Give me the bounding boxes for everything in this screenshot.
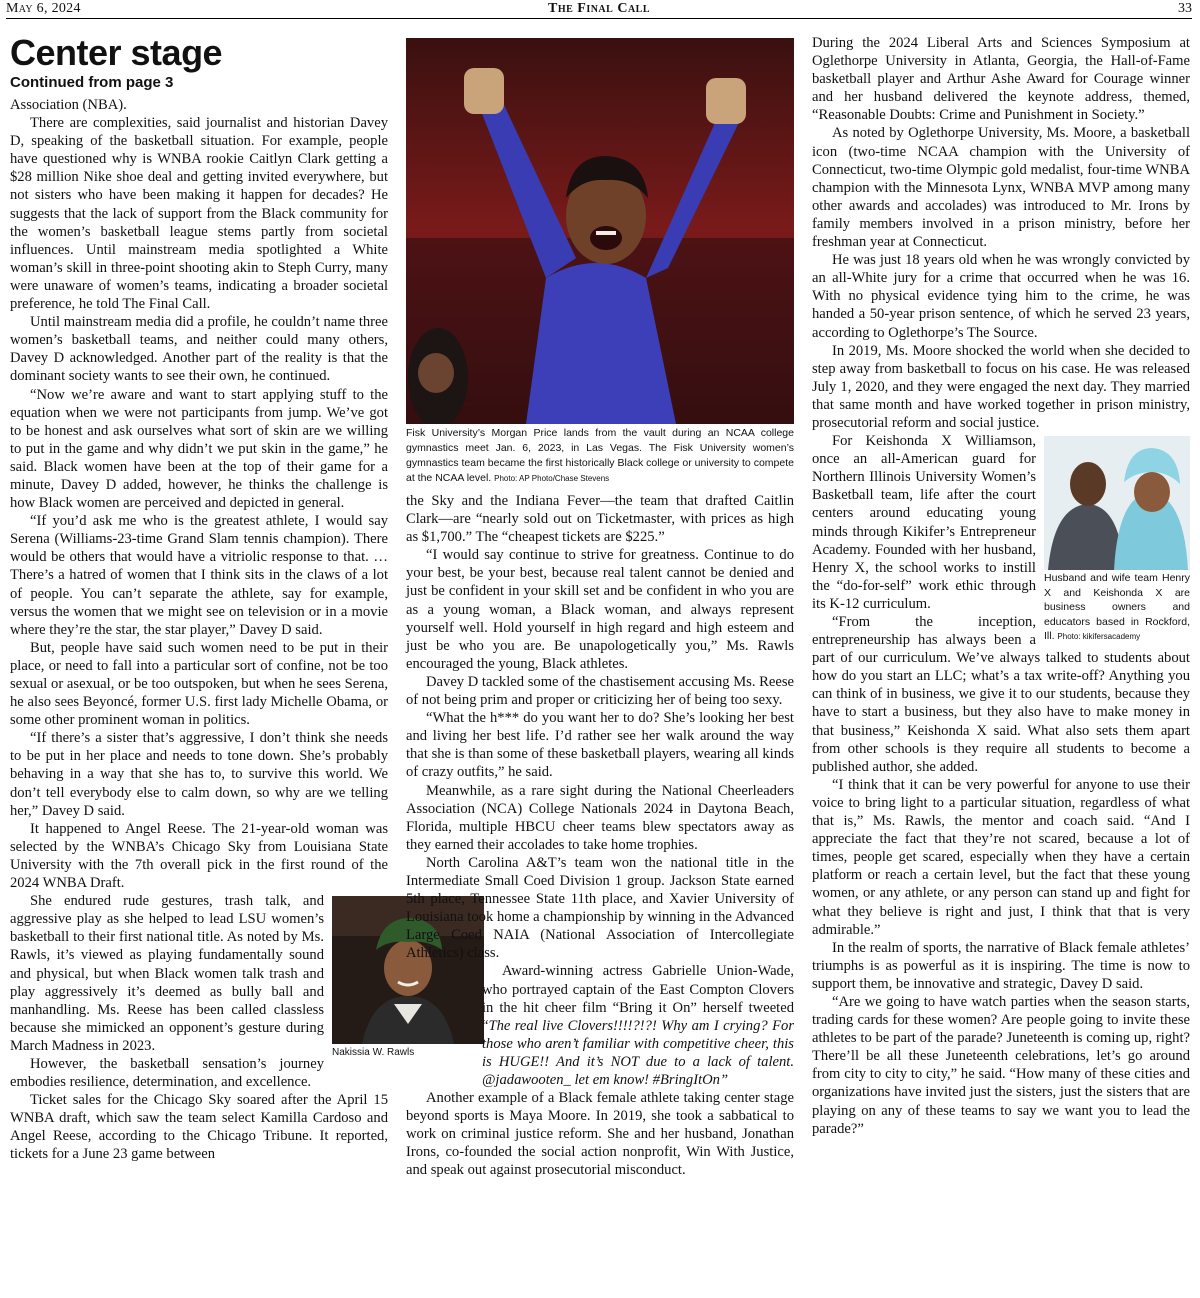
- paragraph: [406, 962, 794, 1089]
- paragraph: During the 2024 Liberal Arts and Sciences Symposium at Oglethorpe University in Atlanta, Georgia, the Hall-of-Fame basketball player and Arthur Ashe Award for Courage winner and her husband delivered the keynote address, themed, “Reasonable Doubts: Crime and Punishment in Society.”: [812, 35, 1190, 124]
- gymnast-caption-text: Fisk University’s Morgan Price lands from the vault during an NCAA college gymnastics meet Jan. 6, 2023, in Las Vegas. The Fisk University women’s gymnastics team became the first historically Black college or university to compete at the NCAA level.: [406, 427, 794, 484]
- paragraph: the Sky and the Indiana Fever—the team that drafted Caitlin Clark—are “nearly sold out on Ticketmaster, with prices as high as $1,700.” The “cheapest tickets are $225.”: [406, 493, 794, 546]
- article-column-2: [406, 38, 794, 1180]
- paragraph: He was just 18 years old when he was wrongly convicted by an all-White jury for a crime that occurred when he was 16. With no physical evidence tying him to the crime, he was handed a 50-year prison sentence, of which he served 23 years, according to Oglethorpe’s The Source.: [812, 252, 1190, 341]
- gymnast-photo: [406, 38, 794, 424]
- paragraph: Davey D tackled some of the chastisement accusing Ms. Reese of not being prim and proper or criticizing her of being too sexy.: [406, 673, 794, 709]
- continued-note: Continued from page 3: [10, 74, 174, 91]
- couple-caption-text: Husband and wife team Henry X and Keishonda X are business owners and educators based in Rockford, Ill.: [1044, 572, 1190, 643]
- publication-name: The Final Call: [547, 1, 650, 16]
- paragraph: But, people have said such women need to be put in their place, or need to fall into a particular sort of confine, not be too sexual or asexual, or be too outspoken, but when he sees Serena, he also sees Beyoncé, former U.S. first lady Michelle Obama, or some other prominent woman in politics.: [10, 639, 388, 729]
- couple-photo: [1044, 436, 1190, 570]
- article-column-1: [10, 32, 415, 1164]
- paragraph: As noted by Oglethorpe University, Ms. Moore, a basketball icon (two-time NCAA champion with the University of Connecticut, two-time Olympic gold medalist, four-time WNBA champion with the Minnesota Lynx, WNBA MVP among many other awards and accolades) was introduced to Mr. Irons by family members involved in a prison ministry, before her freshman year at Connecticut.: [812, 125, 1190, 251]
- rawls-caption: Nakissia W. Rawls: [332, 1047, 415, 1059]
- quoted-tweet: The real live Clovers!!!!?!?! Why am I crying? For those who aren’t familiar with competitive cheer, this is HUGE!! And it’s NOT due to a lack of talent. @jadawooten_ let em know! #BringItOn”: [482, 1017, 794, 1088]
- gymnast-photo-block: [406, 38, 794, 486]
- couple-photo-credit: Photo: kikifersacademy: [1057, 632, 1141, 642]
- paragraph: It happened to Angel Reese. The 21-year-old woman was selected by the WNBA’s Chicago Sky from Louisiana State University with the 7th overall pick in the first round of the 2024 WNBA Draft.: [10, 820, 388, 892]
- couple-caption: [1044, 571, 1190, 645]
- paragraph: Ticket sales for the Chicago Sky soared after the April 15 WNBA draft, which saw the team select Kamilla Cardoso and Angel Reese, according to the Chicago Tribune. It reported, tickets for a June 23 game between: [10, 1092, 388, 1163]
- article-column-3: [812, 34, 1190, 1138]
- gymnast-photo-credit: Photo: AP Photo/Chase Stevens: [494, 474, 610, 483]
- paragraph: “Now we’re aware and want to start applying stuff to the equation when we were not participants from jump. We’ve got to be honest and ask ourselves what sort of skin are we willing to put in the game and why didn’t we put skin in the game,” he said. Black women have been at the top of their game for a minute, Davey D added, however, he thinks the challenge is how Black women are perceived and depicted in general.: [10, 386, 388, 512]
- paragraph: “If there’s a sister that’s aggressive, I don’t think she needs to be put in her place and needs to tone down. She’s probably behaving in a way that she has to, to survive this world. We don’t tell everybody else to calm down, so why are we telling her,” Davey D said.: [10, 730, 388, 819]
- paragraph: Association (NBA).: [10, 97, 127, 113]
- paragraph: “I would say continue to strive for greatness. Continue to do your best, be your best, because real talent cannot be denied and just be confident in your skill set and be confident in who you are as a young woman, a Black woman, and always represent yourself well. Hold yourself in high regard and high esteem and just be who you are. Be unapologetically you,” Ms. Rawls encouraged the young, Black athletes.: [406, 547, 794, 672]
- paragraph: For Keishonda X Williamson, once an all-American guard for Northern Illinois University Women’s Basketball team, life after the court centers around educating young minds through Kikifer’s Entrepreneur Academy. Founded with her husband, Henry X, the school works to instill the “do-for-self” work ethic through its K-12 curriculum.: [812, 433, 1036, 612]
- paragraph: “What the h*** do you want her to do? She’s looking her best and living her best life. I’d rather see her walk around the way that she is than some of these basketball players, wearing all kinds of crazy outfits,” he said.: [406, 710, 794, 781]
- paragraph: In the realm of sports, the narrative of Black female athletes’ triumphs is as powerful as it is inspiring. The time is now to support them, be innovative and strategic, Davey D said.: [812, 939, 1190, 992]
- couple-photo-block: [1044, 436, 1190, 645]
- issue-date: May 6, 2024: [6, 1, 81, 16]
- paragraph: “I think that it can be very powerful for anyone to use their voice to bring light to a particular situation, regardless of what that is,” Ms. Rawls, the mentor and coach said. “And I appreciate the fact that they’re not scared, because a lot of times, people get scared, especially when they have a certain platform or reach a certain level, but the fact that these young women, or any athlete, or any person can stand up and fight for what they believe is right and just, I think that that is very admirable.”: [812, 776, 1190, 938]
- paragraph: Another example of a Black female athlete taking center stage beyond sports is Maya Moore. In 2019, she took a sabbatical to work on criminal justice reform. She and her husband, Jonathan Irons, co-founded the social action nonprofit, Win With Justice, and speak out against prosecutorial misconduct.: [406, 1090, 794, 1179]
- paragraph: Until mainstream media did a profile, he couldn’t name three women’s basketball teams, and neither could many others, Davey D acknowledged. Another part of the reality is that the dominant society wants to see their own, he continued.: [10, 314, 388, 385]
- paragraph: “Are we going to have watch parties when the season starts, trading cards for these women? Are people going to invite these athletes to be part of the parade? Juneteenth is coming up, right? There’ll be all these Juneteenth celebrations, let’s go around from city to city to city,” he said. “How many of these cities and organizations have invited just the sisters, just the sisters that are playing on any of these teams to say we want you to lead the parade?”: [812, 993, 1190, 1137]
- couple-portrait-icon: [1044, 436, 1190, 570]
- gymnast-image-icon: [406, 38, 794, 424]
- gymnast-caption: [406, 426, 794, 486]
- article-title: Center stage: [10, 32, 223, 73]
- paragraph: There are complexities, said journalist and historian Davey D, speaking of the basketball situation. For example, people have questioned why is WNBA rookie Caitlyn Clark getting a $28 million Nike shoe deal and getting invited everywhere, but not sisters who have been making it happen for decades? He suggests that the lack of support from the Black community for the women’s basketball league stems partly from societal influences. Until mainstream media spotlighted a White woman’s skill in three-point shooting akin to Steph Curry, many were unaware of women’s teams, indicating a broader societal preference, he told The Final Call.: [10, 115, 388, 313]
- paragraph: However, the basketball sensation’s journey embodies resilience, determination, and excellence.: [10, 1055, 324, 1091]
- paragraph: Meanwhile, as a rare sight during the National Cheerleaders Association (NCA) College Nationals 2024 in Daytona Beach, Florida, multiple HBCU cheer teams blew spectators away as they earned their accolades to take home trophies.: [406, 782, 794, 853]
- paragraph: In 2019, Ms. Moore shocked the world when she decided to step away from basketball to focus on his case. He was released July 1, 2020, and they were engaged the next day. They married that same month and have worked together in prison ministry, prosecutorial reform and social justice.: [812, 342, 1190, 431]
- page-number: 33: [1178, 1, 1192, 16]
- paragraph: “If you’d ask me who is the greatest athlete, I would say Serena (Williams-23-time Grand Slam tennis champion). There would be others that would have a vitriolic response to that. … There’s a hatred of women that I think sits in the claws of a lot of people. You can’t separate the athlete, say for example, versus the women that we might see on television or in a movie where they’re the star, the star player,” Davey D said.: [10, 513, 388, 638]
- page-header: [6, 0, 1192, 19]
- paragraph: “From the inception, entrepreneurship has always been a part of our curriculum. We’ve always talked to students about how do you start an LLC; what’s a tax write-off? Anything you can think of in business, we give it to our students, because they have to start a business, but they also have to make money in that business,” Keishonda X said. What also sets them apart from other schools is they require all students to become a published author, she added.: [812, 614, 1190, 775]
- paragraph-text: Award-winning actress Gabrielle Union-Wade, who portrayed captain of the East Compton Clovers in the hit cheer film “Bring it On” herself tweeted “: [482, 963, 794, 1034]
- paragraph: She endured rude gestures, trash talk, and aggressive play as she helped to lead LSU women’s basketball to their first national title. As noted by Ms. Rawls, it’s viewed as playing fundamentally sound and physical, but when Black women talk trash and play aggressively it’s deemed as bully ball and manhandling. Ms. Reese has been called classless because she mimicked an opponent’s gesture during March Madness in 2023.: [10, 893, 324, 1054]
- paragraph: North Carolina A&T’s team won the national title in the Intermediate Small Coed Division 1 group. Jackson State earned 5th place, Tennessee State 11th place, and Xavier University of Louisiana took home a championship by winning in the Advanced Large Coed NAIA (National Association of Intercollegiate Athletics) class.: [406, 854, 794, 962]
